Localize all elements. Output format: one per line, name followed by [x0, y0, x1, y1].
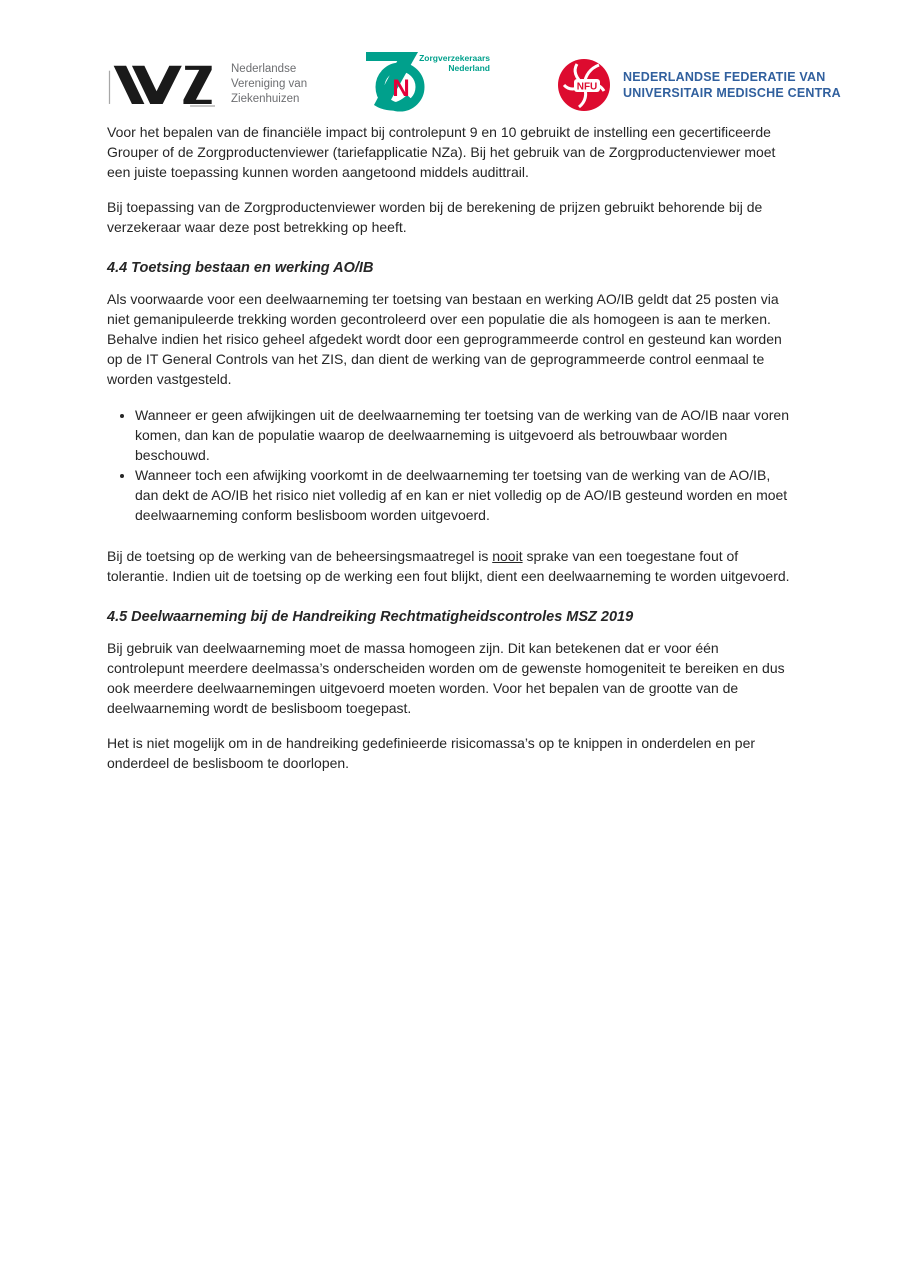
nfu-logo: [557, 58, 841, 112]
zn-logo: [360, 47, 490, 115]
paragraph-beheersingsmaatregel-pre: Bij de toetsing op de werking van de beheersingsmaatregel is: [107, 548, 493, 564]
paragraph-beheersingsmaatregel-post: sprake van een toegestane fout of tolerantie. Indien uit de toetsing op de werking een fout blijkt, dient een deelwaarneming te worden uitgevoerd.: [107, 548, 790, 584]
nvz-logo-icon: [107, 57, 215, 111]
zn-text-line2: Nederland: [448, 63, 490, 73]
nfu-mark-label: NFU: [576, 81, 598, 93]
underlined-word-nooit: nooit: [492, 548, 523, 564]
paragraph-risicomassas: Het is niet mogelijk om in de handreiking gedefinieerde risicomassa’s op te knippen in onderdelen en per onderdeel de beslisboom te doorlopen.: [107, 735, 756, 771]
nvz-logo-text: [231, 62, 307, 107]
paragraph-beheersingsmaatregel: [107, 546, 793, 586]
bullet-item-geen-afwijkingen: • Wanneer er geen afwijkingen uit de deelwaarneming ter toetsing van de werking van de AO/IB naar voren komen, dan kan de populatie waarop de deelwaarneming is uitgevoerd als betrouwbaar worden beschouwd.: [135, 405, 793, 465]
nfu-logo-icon: [557, 58, 611, 112]
nfu-logo-text: [623, 69, 841, 101]
paragraph-toepassing-zorgproductenviewer: Bij toepassing van de Zorgproductenviewer worden bij de berekening de prijzen gebruikt behorende bij de verzekeraar waar deze post betrekking op heeft.: [107, 199, 763, 235]
nvz-text-line2: Vereniging van: [231, 77, 308, 90]
zn-logo-text: [412, 53, 490, 73]
section-heading-4-4: 4.4 Toetsing bestaan en werking AO/IB: [107, 260, 374, 276]
paragraph-financiele-impact: Voor het bepalen van de financiële impact bij controlepunt 9 en 10 gebruikt de instelling een gecertificeerde Grouper of de Zorgproductenviewer (tariefapplicatie NZa). Bij het gebruik van de Zorgproductenviewer moet een juiste toepassing kunnen worden aangetoond middels audittrail.: [107, 124, 776, 180]
nfu-text-line1: NEDERLANDSE FEDERATIE VAN: [623, 70, 826, 84]
section-heading-4-5: 4.5 Deelwaarneming bij de Handreiking Rechtmatigheidscontroles MSZ 2019: [107, 609, 634, 625]
paragraph-voorwaarde-deelwaarneming: Als voorwaarde voor een deelwaarneming ter toetsing van bestaan en werking AO/IB geldt dat 25 posten via niet gemanipuleerde trekking worden gecontroleerd over een populatie die als homogeen is aan te merken. Behalve indien het risico geheel afgedekt wordt door een geprogrammeerde control en gesteund kan worden op de IT General Controls van het ZIS, dan dient de werking van de geprogrammeerde control eenmaal te worden vastgesteld.: [107, 291, 782, 387]
zn-letter-n: N: [392, 75, 410, 102]
bullet-list: [107, 405, 793, 525]
nfu-text-line2: UNIVERSITAIR MEDISCHE CENTRA: [623, 86, 841, 100]
nvz-text-line1: Nederlandse: [231, 62, 297, 75]
paragraph-massa-homogeen: Bij gebruik van deelwaarneming moet de massa homogeen zijn. Dit kan betekenen dat er voor één controlepunt meerdere deelmassa’s onderscheiden worden om de gewenste homogeniteit te bereiken en dus ook meerdere deelwaarnemingen uitgevoerd moeten worden. Voor het bepalen van de grootte van de deelwaarneming wordt de beslisboom toegepast.: [107, 640, 785, 716]
nvz-logo: [107, 57, 307, 111]
bullet-item-toch-afwijking: • Wanneer toch een afwijking voorkomt in de deelwaarneming ter toetsing van de werking van de AO/IB, dan dekt de AO/IB het risico niet volledig af en kan er niet volledig op de AO/IB gesteund worden en moet deelwaarneming conform beslisboom worden uitgevoerd.: [135, 465, 793, 525]
document-body: [107, 122, 793, 788]
nvz-text-line3: Ziekenhuizen: [231, 92, 300, 105]
zn-text-line1: Zorgverzekeraars: [419, 53, 490, 63]
